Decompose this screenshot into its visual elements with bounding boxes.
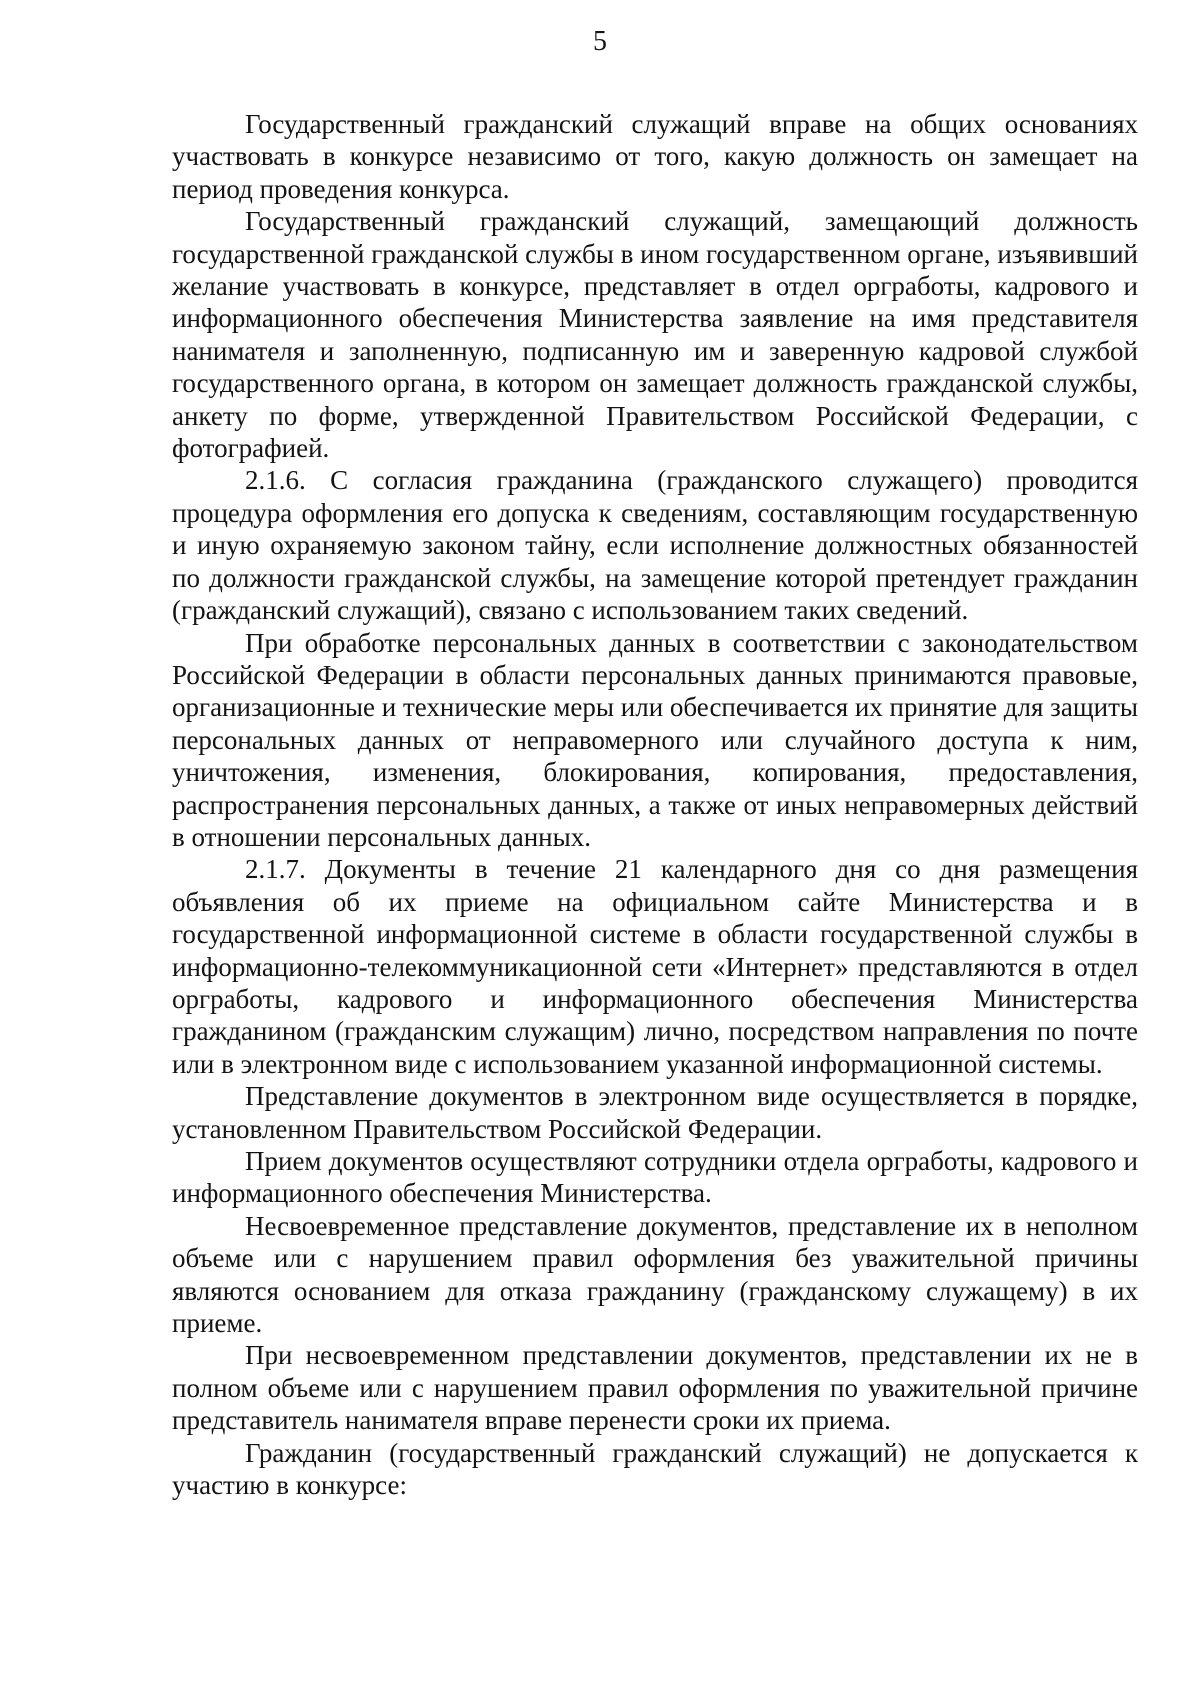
paragraph-electronic-submission: Представление документов в электронном виде осуществляется в порядке, установленном Правительством Российской Федерации. <box>172 1081 1138 1144</box>
paragraph-late-submission-refusal: Несвоевременное представление документов, представление их в неполном объеме или с нарушением правил оформления без уважительной причины являются основанием для отказа гражданину (гражданскому служащему) в их приеме. <box>172 1210 1138 1339</box>
paragraph-not-admitted-intro: Гражданин (государственный гражданский служащий) не допускается к участию в конкурсе: <box>172 1437 1138 1501</box>
document-body <box>172 108 1138 1501</box>
paragraph-other-agency-application: Государственный гражданский служащий, замещающий должность государственной гражданской службы в ином государственном органе, изъявивший желание участвовать в конкурсе, представляет в отдел оргработы, кадрового и информационного обеспечения Министерства заявление на имя представителя нанимателя и заполненную, подписанную им и заверенную кадровой службой государственного органа, в котором он замещает должность гражданской службы, анкету по форме, утвержденной Правительством Российской Федерации, с фотографией. <box>172 206 1138 464</box>
paragraph-deadline-extension: При несвоевременном представлении документов, представлении их не в полном объеме или с нарушением правил оформления по уважительной причине представитель нанимателя вправе перенести сроки их приема. <box>172 1340 1138 1436</box>
paragraph-personal-data-protection: При обработке персональных данных в соответствии с законодательством Российской Федерации в области персональных данных принимаются правовые, организационные и технические меры или обеспечивается их принятие для защиты персональных данных от неправомерного или случайного доступа к ним, уничтожения, изменения, блокирования, копирования, предоставления, распространения персональных данных, а также от иных неправомерных действий в отношении персональных данных. <box>172 627 1139 852</box>
paragraph-civil-servant-participation: Государственный гражданский служащий вправе на общих основаниях участвовать в конкурсе независимо от того, какую должность он замещает на период проведения конкурса. <box>172 109 1138 204</box>
page-number: 5 <box>593 26 607 57</box>
paragraph-document-reception: Прием документов осуществляют сотрудники отдела оргработы, кадрового и информационного обеспечения Министерства. <box>172 1146 1138 1209</box>
paragraph-2-1-6-clearance: 2.1.6. С согласия гражданина (гражданского служащего) проводится процедура оформления его допуска к сведениям, составляющим государственную и иную охраняемую законом тайну, если исполнение должностных обязанностей по должности гражданской службы, на замещение которой претендует гражданин (гражданский служащий), связано с использованием таких сведений. <box>172 465 1138 626</box>
paragraph-2-1-7-document-submission: 2.1.7. Документы в течение 21 календарного дня со дня размещения объявления об их приеме на официальном сайте Министерства и в государственной информационной системе в области государственной службы в информационно-телекоммуникационной сети «Интернет» представляются в отдел оргработы, кадрового и информационного обеспечения Министерства гражданином (гражданским служащим) лично, посредством направления по почте или в электронном виде с использованием указанной информационной системы. <box>172 854 1138 1079</box>
